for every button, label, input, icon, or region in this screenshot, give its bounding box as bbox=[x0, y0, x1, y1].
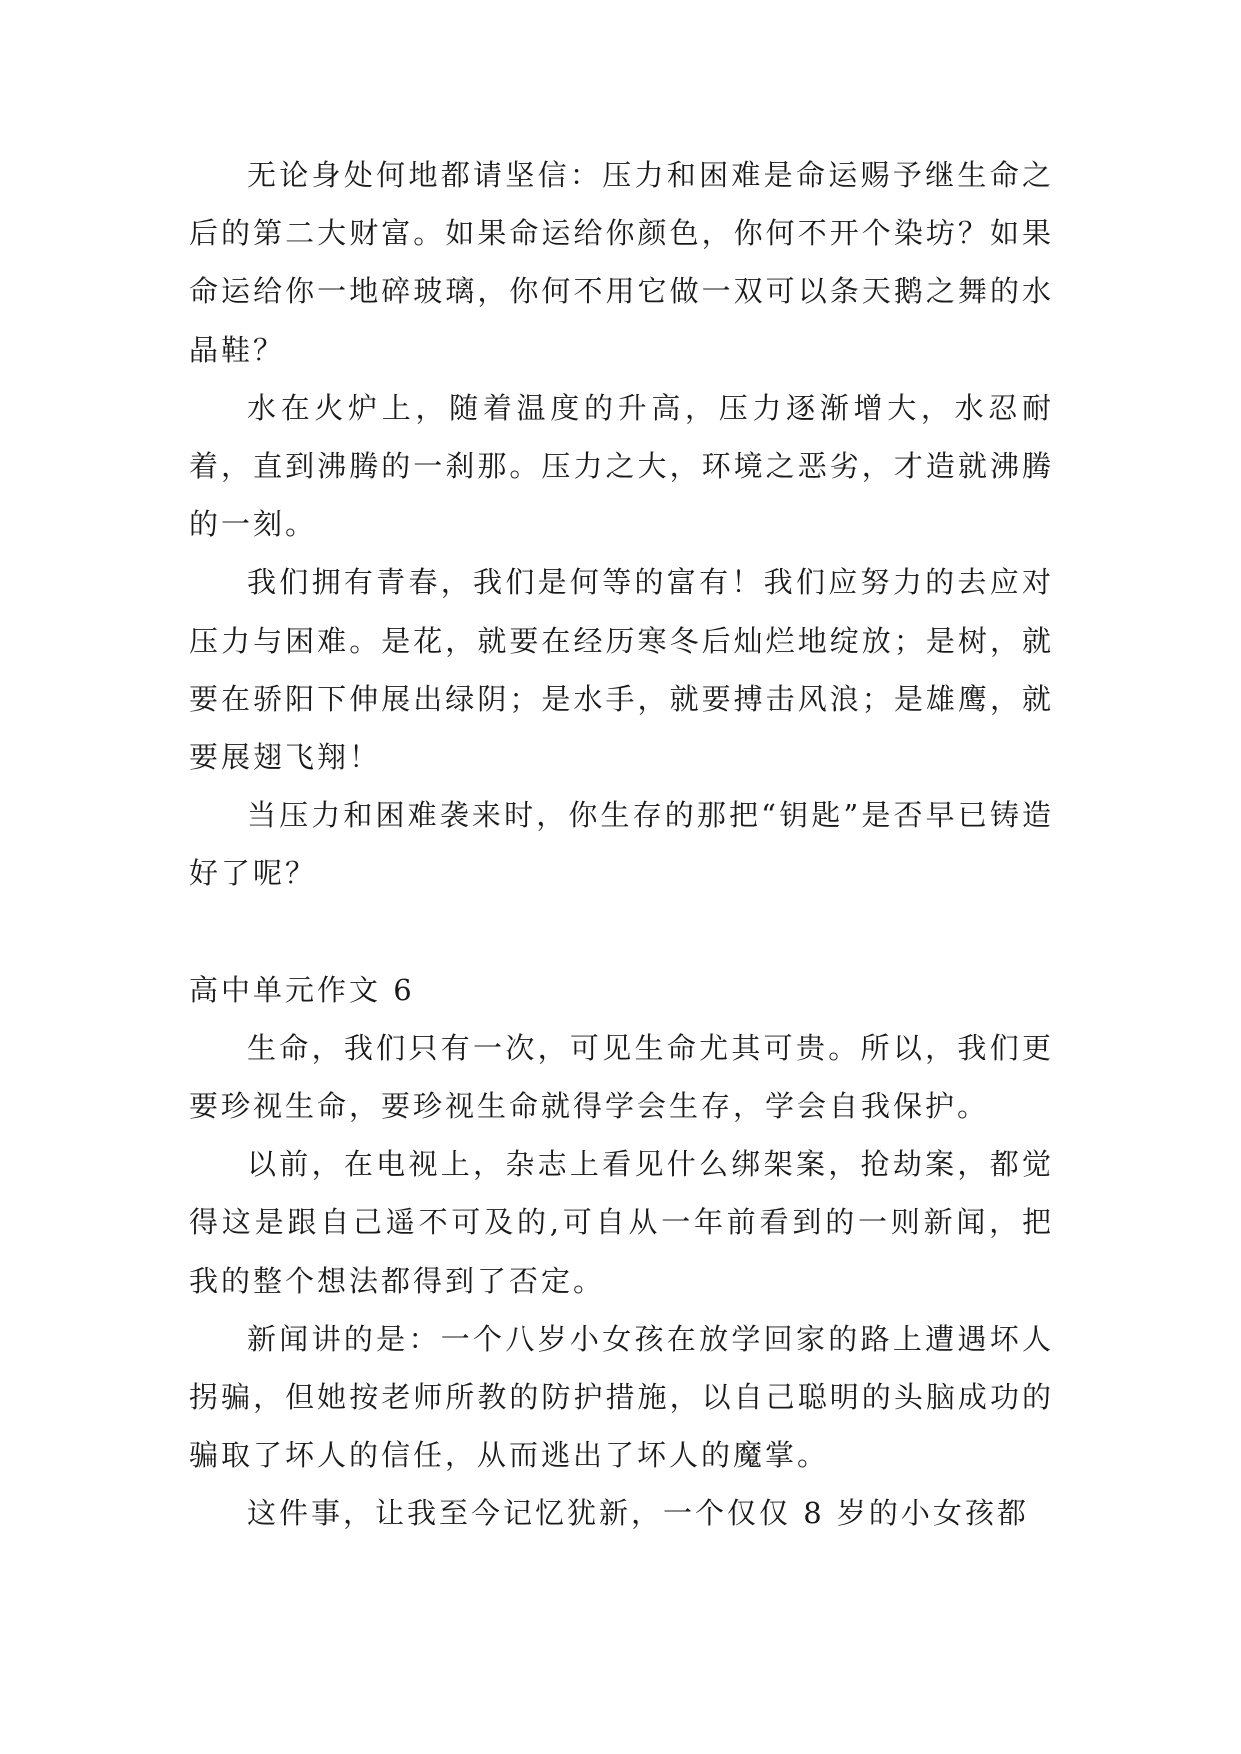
paragraph: 我们拥有青春，我们是何等的富有！我们应努力的去应对压力与困难。是花，就要在经历寒冬后灿烂地绽放；是树，就要在骄阳下伸展出绿阴；是水手，就要搏击风浪；是雄鹰，就要展翅飞翔！ bbox=[189, 565, 1054, 775]
paragraph: 新闻讲的是：一个八岁小女孩在放学回家的路上遭遇坏人拐骗，但她按老师所教的防护措施，以自己聪明的头脑成功的骗取了坏人的信任，从而逃出了坏人的魔掌。 bbox=[189, 1321, 1054, 1473]
section-heading: 高中单元作文 6 bbox=[189, 972, 415, 1007]
document-body bbox=[189, 146, 1054, 1543]
paragraph: 水在火炉上，随着温度的升高，压力逐渐增大，水忍耐着，直到沸腾的一刹那。压力之大，环境之恶劣，才造就沸腾的一刻。 bbox=[189, 390, 1054, 542]
paragraph: 无论身处何地都请坚信：压力和困难是命运赐予继生命之后的第二大财富。如果命运给你颜色，你何不开个染坊？如果命运给你一地碎玻璃，你何不用它做一双可以条天鹅之舞的水晶鞋？ bbox=[189, 158, 1054, 367]
paragraph: 当压力和困难袭来时，你生存的那把“钥匙”是否早已铸造好了呢？ bbox=[189, 798, 1054, 891]
section-gap bbox=[189, 903, 1054, 961]
paragraph: 生命，我们只有一次，可见生命尤其可贵。所以，我们更要珍视生命，要珍视生命就得学会生存，学会自我保护。 bbox=[189, 1030, 1054, 1124]
paragraph: 以前，在电视上，杂志上看见什么绑架案，抢劫案，都觉得这是跟自己遥不可及的,可自从一年前看到的一则新闻，把我的整个想法都得到了否定。 bbox=[189, 1147, 1054, 1298]
paragraph: 这件事，让我至今记忆犹新，一个仅仅 8 岁的小女孩都 bbox=[247, 1496, 1029, 1531]
